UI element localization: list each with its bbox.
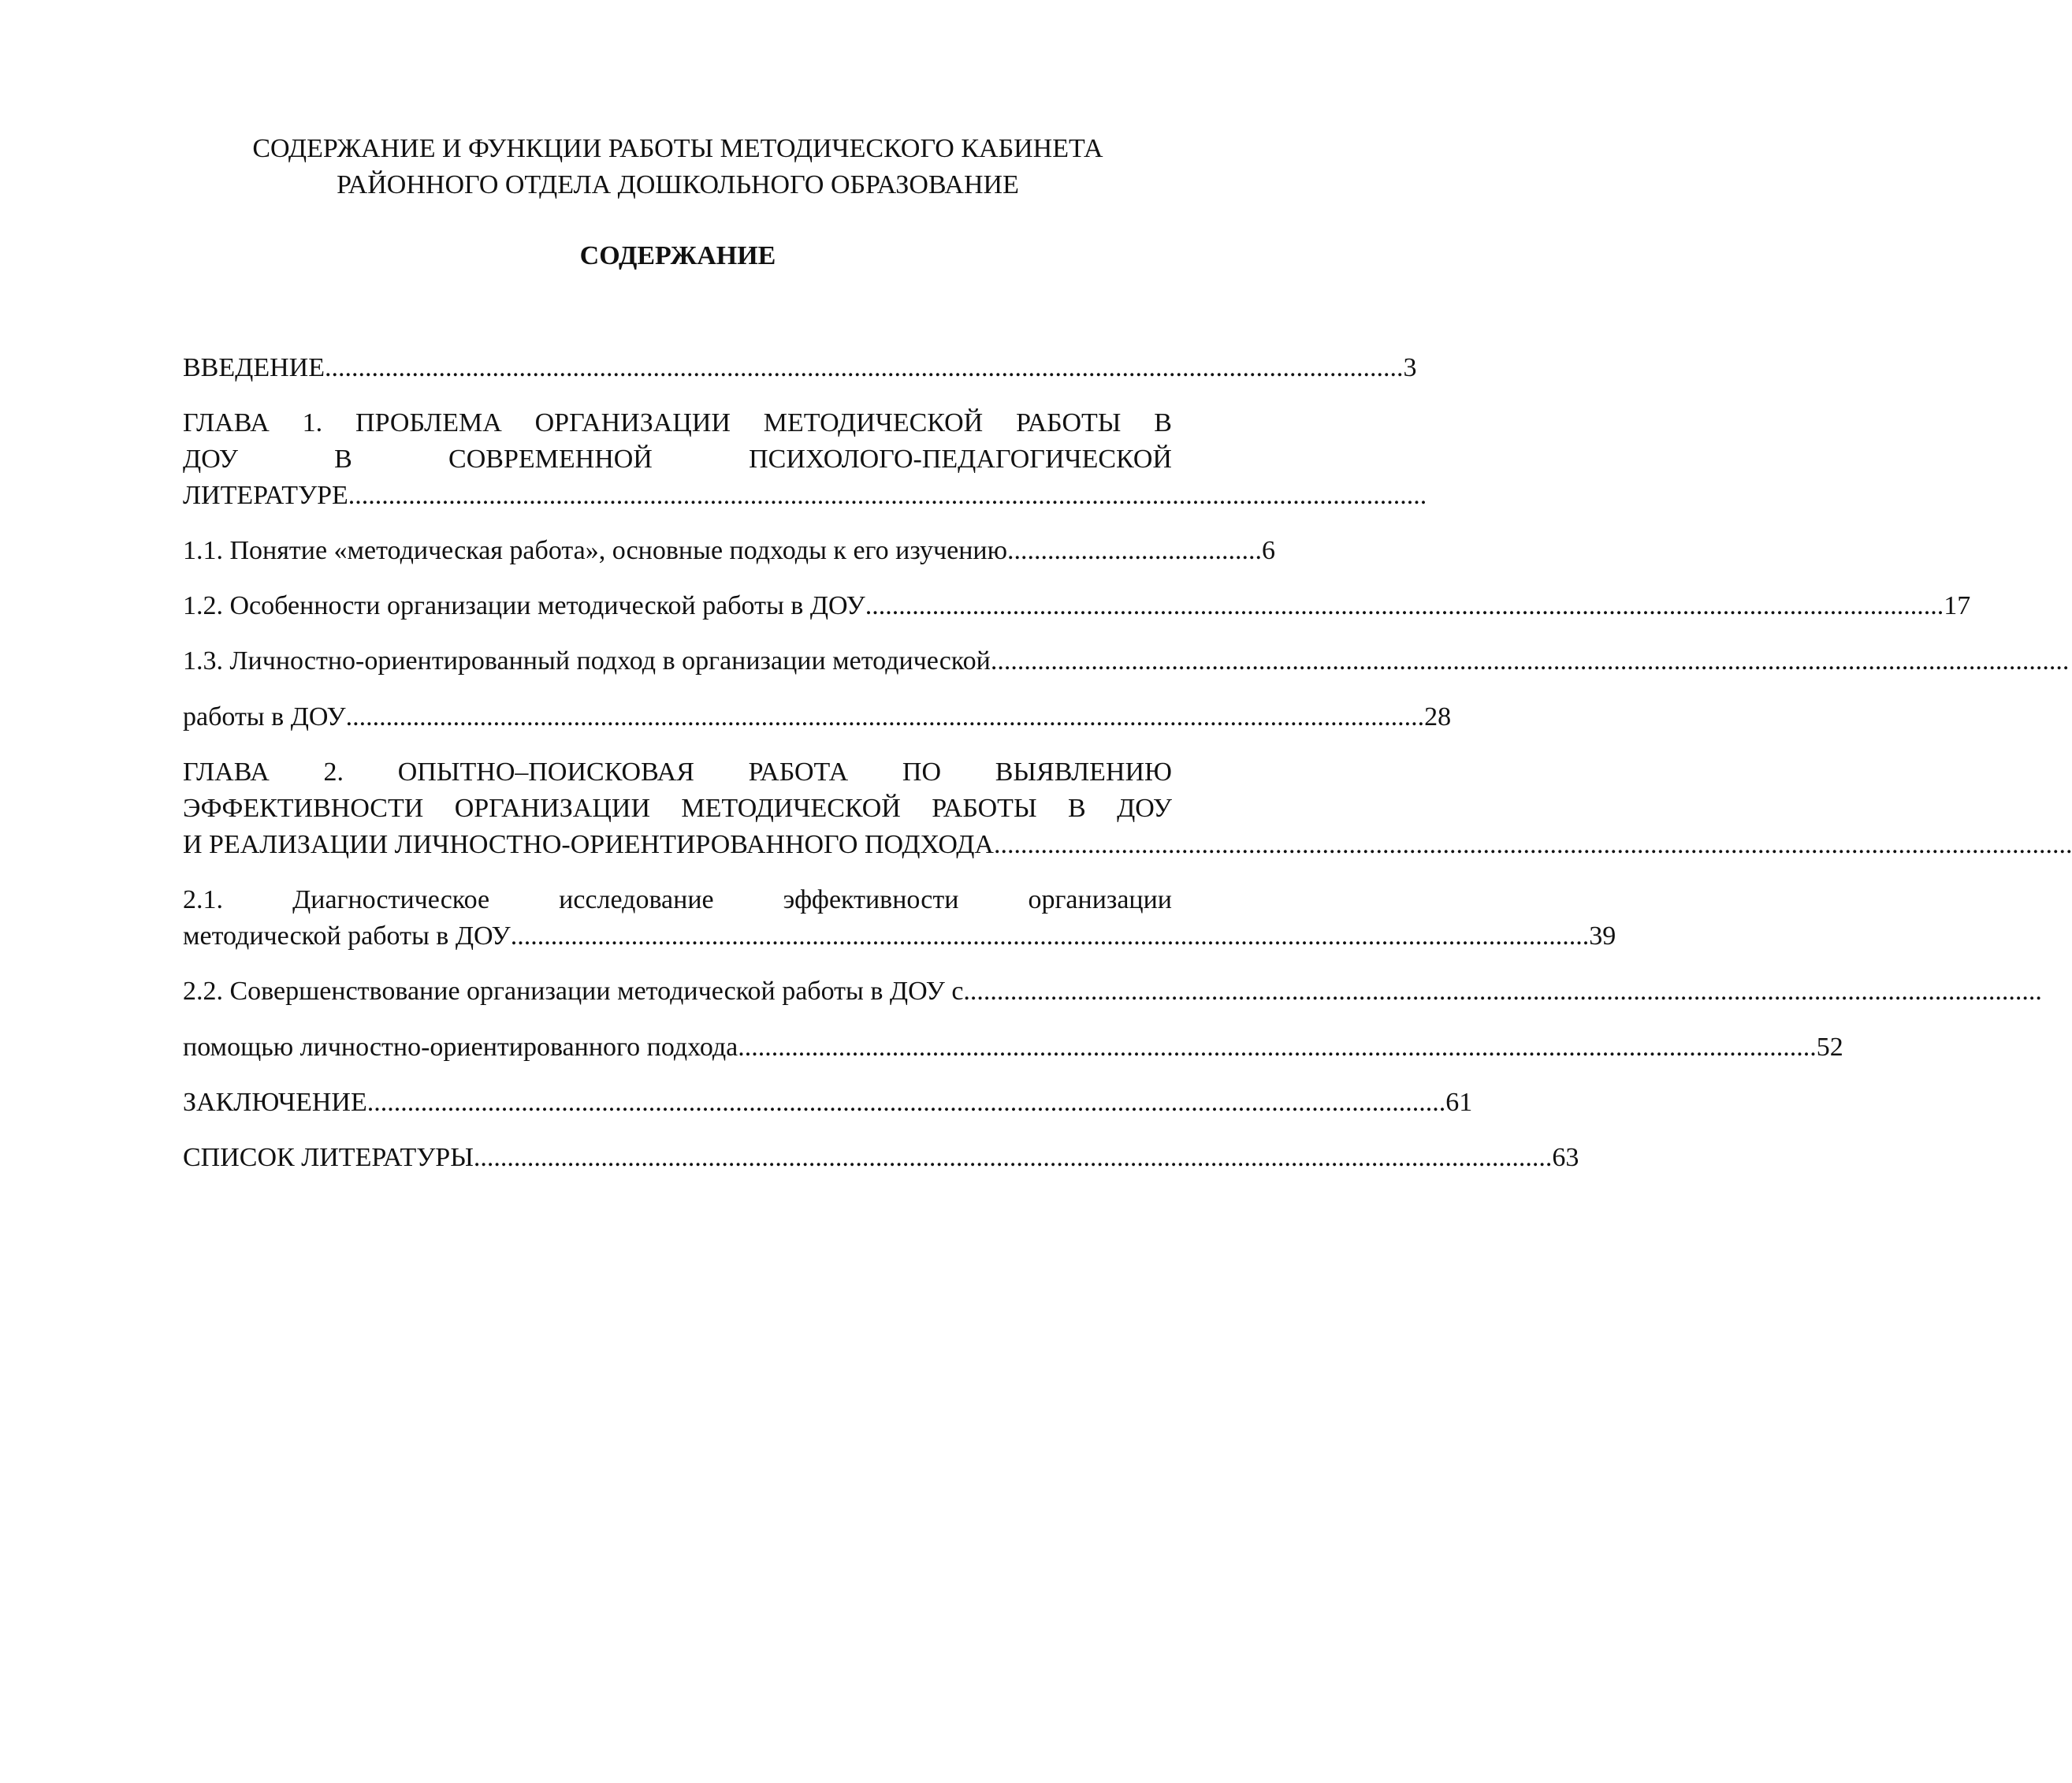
toc-entry-line-with-leader: [183, 973, 2042, 1010]
toc-heading: СОДЕРЖАНИЕ: [579, 241, 776, 270]
dot-leader: .................................................................................................................................................................: [473, 1143, 1553, 1172]
toc-entry-section-1-3[interactable]: [183, 643, 2070, 735]
dot-leader: .................................................................................................................................................................: [348, 481, 1427, 510]
dot-leader: .................................................................................................................................................................: [865, 591, 1944, 620]
dot-leader: .................................................................................................................................................................: [345, 702, 1425, 731]
dot-leader: .................................................................................................................................................................: [990, 646, 2070, 676]
toc-entry-text: 1.3. Личностно-ориентированный подход в организации методической: [183, 646, 991, 676]
toc-entry-chapter-1[interactable]: [183, 405, 1427, 514]
toc-entry-text: И РЕАЛИЗАЦИИ ЛИЧНОСТНО-ОРИЕНТИРОВАННОГО ПОДХОДА: [183, 830, 994, 859]
toc-entry-line: ЭФФЕКТИВНОСТИ ОРГАНИЗАЦИИ МЕТОДИЧЕСКОЙ РАБОТЫ В ДОУ: [183, 794, 1172, 823]
toc-entry-line-with-leader: [183, 699, 1452, 735]
toc-entry-section-2-1[interactable]: [183, 882, 1616, 955]
toc-entry-line-with-leader: [183, 643, 2070, 679]
dot-leader: .................................................................................................................................................................: [510, 921, 1590, 951]
toc-page-number: 3: [1403, 353, 1417, 382]
toc-entry-chapter-2[interactable]: [183, 754, 2072, 863]
toc-entry-section-2-2[interactable]: [183, 973, 2042, 1066]
toc-entry-line: 2.1. Диагностическое исследование эффективности организации: [183, 885, 1172, 914]
toc-entry-text: СПИСОК ЛИТЕРАТУРЫ: [183, 1143, 474, 1172]
toc-entry-text: помощью личностно-ориентированного подхода: [183, 1033, 738, 1062]
toc-entry-text: 2.2. Совершенствование организации методической работы в ДОУ с: [183, 977, 964, 1006]
dot-leader: .................................................................................................................................................................: [738, 1033, 1817, 1062]
toc-entry-line-with-leader: [183, 1029, 1843, 1066]
toc-page-number: 17: [1944, 591, 1971, 620]
toc-page-number: 28: [1424, 702, 1452, 731]
toc-entry-conclusion[interactable]: [183, 1085, 1473, 1121]
toc-entry-line-with-leader: [183, 918, 1616, 955]
document-title-line-2: РАЙОННОГО ОТДЕЛА ДОШКОЛЬНОГО ОБРАЗОВАНИЕ: [337, 170, 1019, 199]
dot-leader: .................................................................................................................................................................: [366, 1088, 1446, 1117]
toc-page-number: 63: [1552, 1143, 1579, 1172]
toc-entry-line: ГЛАВА 2. ОПЫТНО–ПОИСКОВАЯ РАБОТА ПО ВЫЯВЛЕНИЮ: [183, 757, 1172, 787]
toc-entry-section-1-1[interactable]: [183, 533, 1276, 569]
toc-entry-text: методической работы в ДОУ: [183, 921, 511, 951]
document-title: [181, 131, 1174, 203]
table-of-contents: [183, 350, 2072, 1176]
toc-entry-text: работы в ДОУ: [183, 702, 346, 731]
dot-leader: .................................................................................................................................................................: [324, 353, 1404, 382]
toc-entry-text: ЛИТЕРАТУРЕ: [183, 481, 348, 510]
toc-entry-text: 1.1. Понятие «методическая работа», основные подходы к его изучению: [183, 536, 1008, 565]
toc-page-number: 61: [1445, 1088, 1473, 1117]
toc-entry-text: ВВЕДЕНИЕ: [183, 353, 325, 382]
dot-leader: .................................................................................................................................................................: [993, 830, 2072, 859]
toc-entry-line: ДОУ В СОВРЕМЕННОЙ ПСИХОЛОГО-ПЕДАГОГИЧЕСКОЙ: [183, 445, 1172, 474]
document-title-line-1: СОДЕРЖАНИЕ И ФУНКЦИИ РАБОТЫ МЕТОДИЧЕСКОГО КАБИНЕТА: [252, 134, 1103, 163]
toc-page-number: 6: [1262, 536, 1276, 565]
dot-leader: .................................................................................................................................................................: [963, 977, 2042, 1006]
toc-entry-line: ГЛАВА 1. ПРОБЛЕМА ОРГАНИЗАЦИИ МЕТОДИЧЕСКОЙ РАБОТЫ В: [183, 408, 1172, 437]
toc-page-number: 39: [1589, 921, 1616, 951]
toc-entry-section-1-2[interactable]: [183, 588, 1971, 624]
dot-leader: ......................................: [1007, 536, 1263, 565]
toc-entry-references[interactable]: [183, 1140, 1579, 1176]
toc-page-number: 52: [1816, 1033, 1843, 1062]
toc-entry-line-with-leader: [183, 478, 1427, 514]
toc-entry-line-with-leader: [183, 827, 2072, 863]
toc-entry-text: 1.2. Особенности организации методической работы в ДОУ: [183, 591, 865, 620]
toc-entry-intro[interactable]: [183, 350, 1417, 386]
toc-entry-text: ЗАКЛЮЧЕНИЕ: [183, 1088, 367, 1117]
